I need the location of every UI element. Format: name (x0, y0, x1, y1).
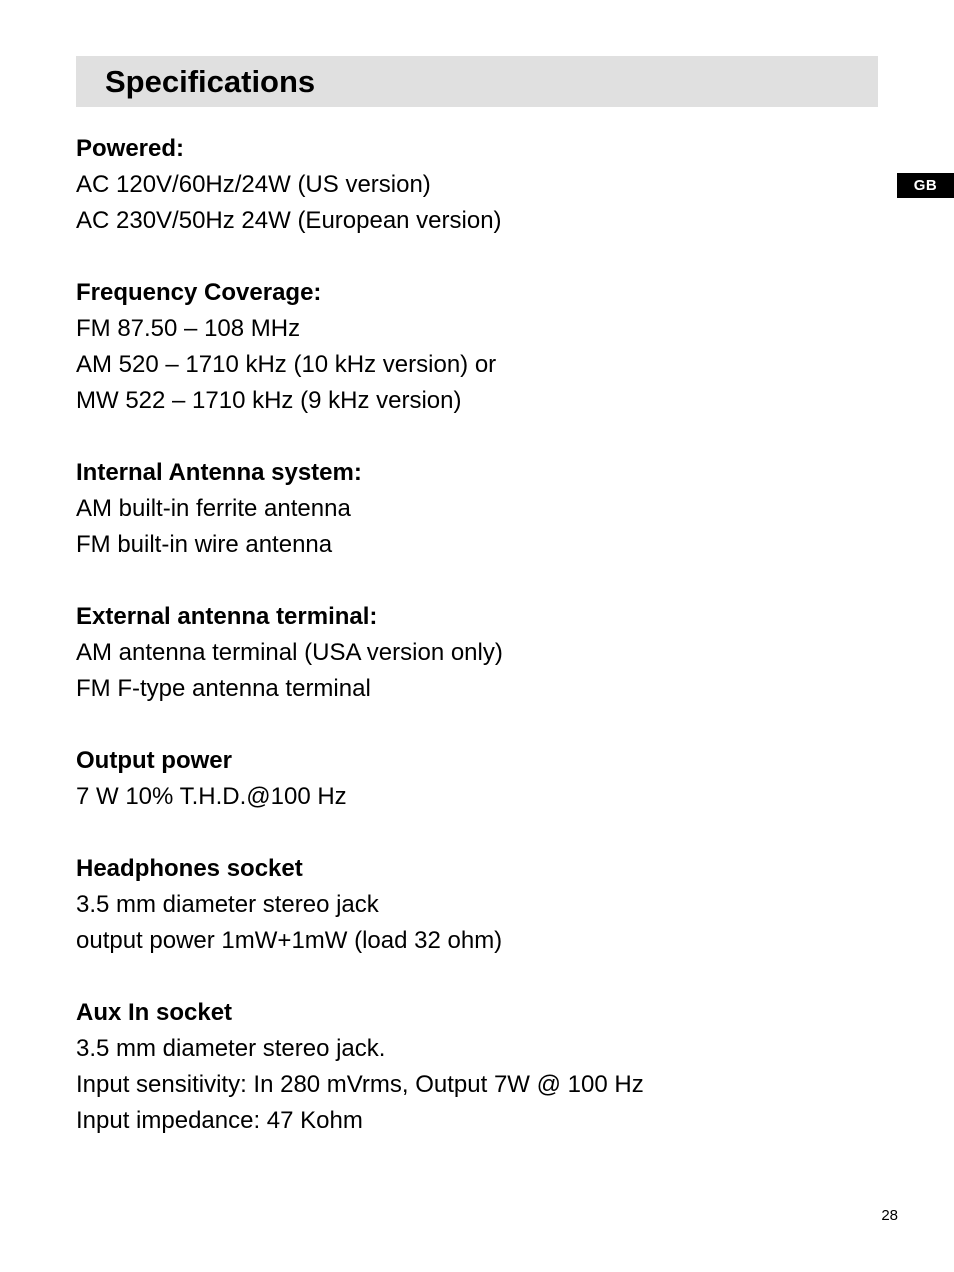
spec-section-internal-antenna (76, 455, 876, 563)
spec-line: AC 120V/60Hz/24W (US version) (76, 171, 431, 198)
spec-line: 3.5 mm diameter stereo jack. (76, 1035, 386, 1062)
spec-line: AC 230V/50Hz 24W (European version) (76, 207, 502, 234)
page-title: Specifications (105, 64, 316, 99)
spec-line: AM antenna terminal (USA version only) (76, 639, 503, 666)
spec-line: MW 522 – 1710 kHz (9 kHz version) (76, 387, 462, 414)
spec-line: AM built-in ferrite antenna (76, 495, 351, 522)
spec-section-headphones (76, 851, 876, 959)
spec-line: FM F-type antenna terminal (76, 675, 371, 702)
spec-line: AM 520 – 1710 kHz (10 kHz version) or (76, 351, 497, 378)
title-bar (76, 56, 878, 107)
spec-line: Input sensitivity: In 280 mVrms, Output 7W @ 100 Hz (76, 1071, 644, 1098)
spec-heading: Internal Antenna system: (76, 459, 362, 486)
spec-section-powered (76, 131, 876, 239)
spec-section-external-antenna (76, 599, 876, 707)
spec-section-output-power (76, 743, 876, 815)
spec-line: FM 87.50 – 108 MHz (76, 315, 301, 342)
spec-line: 7 W 10% T.H.D.@100 Hz (76, 783, 347, 810)
spec-line: Input impedance: 47 Kohm (76, 1107, 363, 1134)
spec-section-frequency (76, 275, 876, 419)
language-tab: GB (897, 173, 954, 198)
page-number: 28 (881, 1207, 898, 1224)
spec-line: FM built-in wire antenna (76, 531, 333, 558)
spec-heading: Aux In socket (76, 999, 233, 1026)
spec-heading: Output power (76, 747, 232, 774)
spec-heading: Frequency Coverage: (76, 279, 322, 306)
spec-heading: Headphones socket (76, 855, 303, 882)
spec-heading: External antenna terminal: (76, 603, 378, 630)
spec-line: output power 1mW+1mW (load 32 ohm) (76, 927, 503, 954)
spec-section-aux-in (76, 995, 876, 1139)
specifications-list (76, 131, 876, 1175)
spec-line: 3.5 mm diameter stereo jack (76, 891, 379, 918)
spec-heading: Powered: (76, 135, 185, 162)
